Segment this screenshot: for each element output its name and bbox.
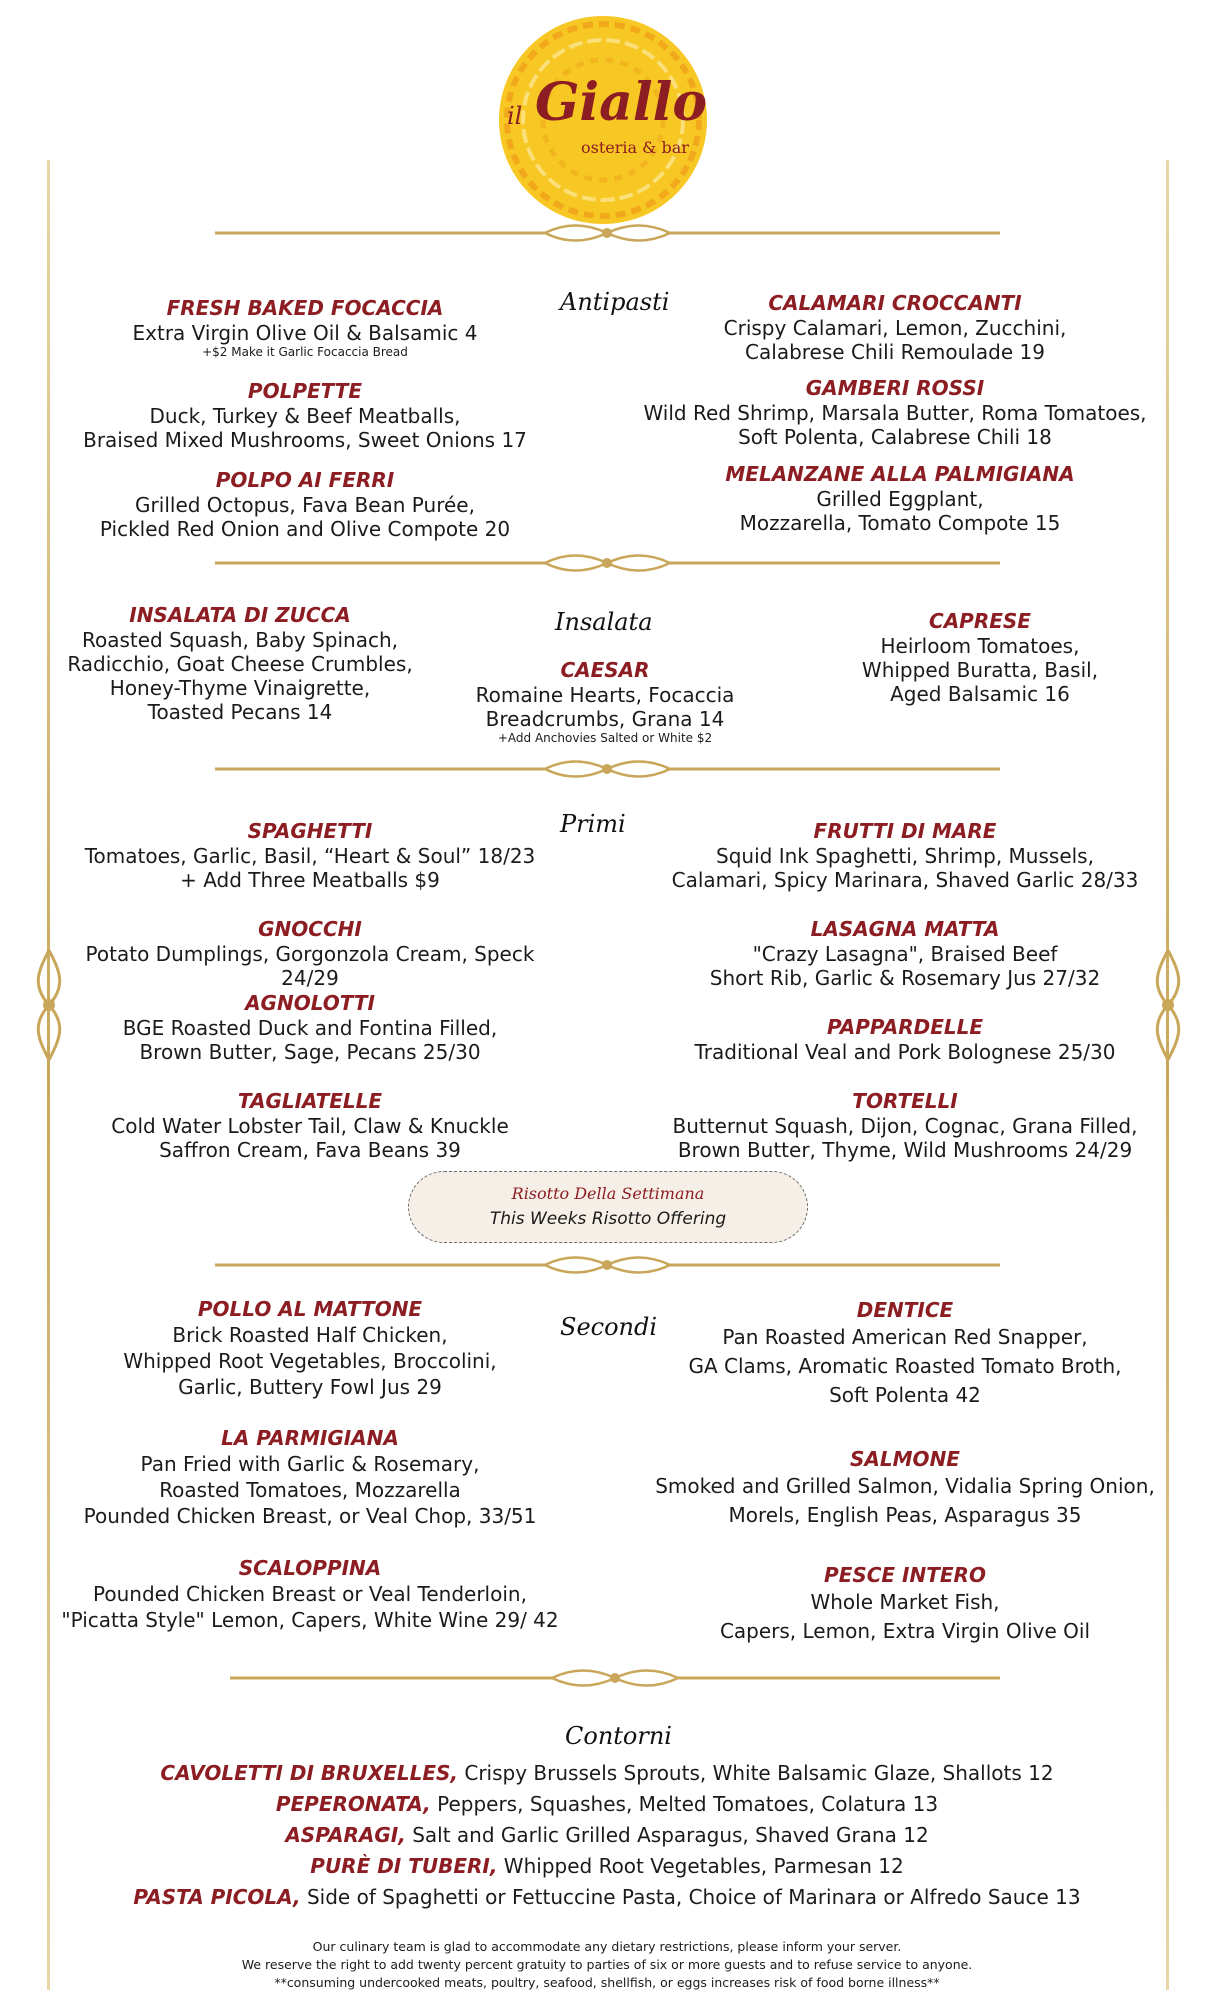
contorni-name: PEPERONATA, <box>275 1792 431 1816</box>
footer-line: **consuming undercooked meats, poultry, seafood, shellfish, or eggs increases risk of food borne illness** <box>274 1975 940 1990</box>
item-desc: Brown Butter, Thyme, Wild Mushrooms 24/29 <box>677 1138 1133 1162</box>
item-desc: "Picatta Style" Lemon, Capers, White Wine 29/ 42 <box>61 1608 559 1632</box>
item-desc: Radicchio, Goat Cheese Crumbles, <box>67 652 413 676</box>
item-name: TORTELLI <box>852 1089 958 1113</box>
item-name: POLPO AI FERRI <box>215 468 395 492</box>
menu-item-lasagna <box>680 916 1130 990</box>
contorni-name: PASTA PICOLA, <box>133 1885 301 1909</box>
item-desc: Soft Polenta, Calabrese Chili 18 <box>738 425 1052 449</box>
item-desc: Butternut Squash, Dijon, Cognac, Grana Filled, <box>672 1114 1138 1138</box>
footer-line: We reserve the right to add twenty percent gratuity to parties of six or more guests and to refuse service to anyone. <box>241 1957 973 1972</box>
menu-item-agnolotti <box>80 990 540 1064</box>
left-border-line <box>47 160 50 1990</box>
item-desc: Roasted Squash, Baby Spinach, <box>81 628 398 652</box>
item-desc: Traditional Veal and Pork Bolognese 25/30 <box>694 1040 1116 1064</box>
item-desc: Short Rib, Garlic & Rosemary Jus 27/32 <box>709 966 1101 990</box>
item-name: MELANZANE ALLA PALMIGIANA <box>725 462 1075 486</box>
item-name: AGNOLOTTI <box>245 991 375 1015</box>
contorni-desc: Salt and Garlic Grilled Asparagus, Shaved Grana 12 <box>405 1823 929 1847</box>
item-desc: Cold Water Lobster Tail, Claw & Knuckle <box>111 1114 509 1138</box>
menu-item-pollo <box>80 1296 540 1400</box>
item-desc: Aged Balsamic 16 <box>890 682 1070 706</box>
contorni-name: CAVOLETTI DI BRUXELLES, <box>160 1761 459 1785</box>
item-desc: Pan Fried with Garlic & Rosemary, <box>140 1452 480 1476</box>
divider-antipasti <box>215 548 1000 578</box>
contorni-item <box>0 1758 1214 1789</box>
item-name: PAPPARDELLE <box>826 1015 984 1039</box>
item-desc: Toasted Pecans 14 <box>147 700 333 724</box>
section-title-secondi: Secondi <box>560 1313 658 1341</box>
item-note: +$2 Make it Garlic Focaccia Bread <box>202 345 408 359</box>
item-desc: Whipped Root Vegetables, Broccolini, <box>123 1349 497 1373</box>
contorni-item <box>0 1789 1214 1820</box>
item-name: PESCE INTERO <box>824 1563 986 1587</box>
item-desc: Garlic, Buttery Fowl Jus 29 <box>178 1375 442 1399</box>
contorni-desc: Side of Spaghetti or Fettuccine Pasta, Choice of Marinara or Alfredo Sauce 13 <box>300 1885 1081 1909</box>
item-name: TAGLIATELLE <box>237 1089 383 1113</box>
item-desc: Romaine Hearts, Focaccia <box>475 683 735 707</box>
item-desc: Whipped Buratta, Basil, <box>861 658 1099 682</box>
item-name: CAESAR <box>560 658 650 682</box>
menu-item-focaccia <box>90 295 520 359</box>
section-title-antipasti: Antipasti <box>560 288 670 316</box>
menu-item-melanzane <box>680 461 1120 535</box>
item-desc: Grilled Eggplant, <box>816 487 984 511</box>
item-desc: Crispy Calamari, Lemon, Zucchini, <box>723 316 1067 340</box>
item-desc: Capers, Lemon, Extra Virgin Olive Oil <box>719 1619 1091 1643</box>
contorni-item <box>0 1851 1214 1882</box>
menu-item-gnocchi <box>60 916 560 990</box>
menu-item-gamberi <box>620 375 1170 449</box>
item-desc: Duck, Turkey & Beef Meatballs, <box>149 404 461 428</box>
item-desc: BGE Roasted Duck and Fontina Filled, <box>122 1016 498 1040</box>
contorni-name: ASPARAGI, <box>285 1823 406 1847</box>
item-desc: Wild Red Shrimp, Marsala Butter, Roma Tomatoes, <box>643 401 1147 425</box>
item-desc: Calabrese Chili Remoulade 19 <box>745 340 1045 364</box>
item-desc: Pickled Red Onion and Olive Compote 20 <box>99 517 511 541</box>
item-name: SALMONE <box>850 1447 960 1471</box>
item-desc: Grilled Octopus, Fava Bean Purée, <box>135 493 475 517</box>
item-desc: Brick Roasted Half Chicken, <box>172 1323 448 1347</box>
item-desc: Mozzarella, Tomato Compote 15 <box>739 511 1061 535</box>
menu-item-polpo <box>60 467 550 541</box>
menu-item-pesce <box>660 1562 1150 1646</box>
logo-il: il <box>507 102 523 130</box>
item-desc: Honey-Thyme Vinaigrette, <box>109 676 371 700</box>
item-name: LASAGNA MATTA <box>810 917 1000 941</box>
item-name: SCALOPPINA <box>238 1556 382 1580</box>
risotto-special-box <box>408 1171 808 1243</box>
menu-item-tortelli <box>650 1088 1160 1162</box>
item-desc: Pan Roasted American Red Snapper, <box>722 1325 1088 1349</box>
item-name: FRUTTI DI MARE <box>813 819 997 843</box>
item-desc: Breadcrumbs, Grana 14 <box>485 707 725 731</box>
item-desc: Potato Dumplings, Gorgonzola Cream, Speck 24/29 <box>85 942 535 990</box>
section-title-contorni: Contorni <box>565 1722 672 1750</box>
menu-item-caprese <box>820 608 1140 706</box>
item-desc: GA Clams, Aromatic Roasted Tomato Broth, <box>688 1354 1122 1378</box>
menu-item-scaloppina <box>60 1555 560 1633</box>
menu-item-pappardelle <box>680 1014 1130 1064</box>
item-desc: Soft Polenta 42 <box>829 1383 981 1407</box>
contorni-name: PURÈ DI TUBERI, <box>310 1854 498 1878</box>
item-name: CAPRESE <box>929 609 1031 633</box>
contorni-item <box>0 1882 1214 1913</box>
footer-line: Our culinary team is glad to accommodate any dietary restrictions, please inform your server. <box>312 1939 902 1954</box>
menu-item-polpette <box>60 378 550 452</box>
divider-top <box>215 218 1000 248</box>
menu-item-zucca <box>50 602 430 724</box>
footer-disclaimer <box>0 1938 1214 1992</box>
menu-item-tagliatelle <box>80 1088 540 1162</box>
menu-item-salmone <box>640 1446 1170 1530</box>
section-title-primi: Primi <box>560 810 626 838</box>
item-desc: Whole Market Fish, <box>810 1590 1000 1614</box>
menu-item-frutti-di-mare <box>650 818 1160 892</box>
logo-title: Giallo <box>535 72 708 133</box>
contorni-desc: Crispy Brussels Sprouts, White Balsamic Glaze, Shallots 12 <box>458 1761 1054 1785</box>
item-desc: + Add Three Meatballs $9 <box>180 868 440 892</box>
item-desc: Tomatoes, Garlic, Basil, “Heart & Soul” 18/23 <box>84 844 536 868</box>
item-desc: Heirloom Tomatoes, <box>880 634 1080 658</box>
item-name: INSALATA DI ZUCCA <box>129 603 351 627</box>
item-desc: Morels, English Peas, Asparagus 35 <box>728 1503 1082 1527</box>
item-name: DENTICE <box>856 1298 954 1322</box>
item-name: GAMBERI ROSSI <box>805 376 985 400</box>
logo <box>493 10 713 230</box>
menu-item-calamari <box>660 290 1130 364</box>
item-desc: Calamari, Spicy Marinara, Shaved Garlic 28/33 <box>671 868 1139 892</box>
menu-item-caesar <box>440 657 770 745</box>
menu-item-spaghetti <box>70 818 550 892</box>
section-title-insalata: Insalata <box>555 608 653 636</box>
item-desc: Squid Ink Spaghetti, Shrimp, Mussels, <box>716 844 1094 868</box>
item-desc: Braised Mixed Mushrooms, Sweet Onions 17 <box>83 428 527 452</box>
divider-insalata <box>215 754 1000 784</box>
item-name: GNOCCHI <box>258 917 362 941</box>
menu-item-dentice <box>660 1297 1150 1410</box>
risotto-title: Risotto Della Settimana <box>511 1184 705 1203</box>
item-name: POLLO AL MATTONE <box>197 1297 423 1321</box>
menu-item-parmigiana <box>70 1425 550 1529</box>
item-desc: Saffron Cream, Fava Beans 39 <box>159 1138 461 1162</box>
item-name: POLPETTE <box>247 379 363 403</box>
item-name: SPAGHETTI <box>247 819 373 843</box>
item-desc: Smoked and Grilled Salmon, Vidalia Spring Onion, <box>655 1474 1155 1498</box>
contorni-desc: Whipped Root Vegetables, Parmesan 12 <box>497 1854 904 1878</box>
item-desc: Pounded Chicken Breast or Veal Tenderloin, <box>93 1582 527 1606</box>
logo-subtitle: osteria & bar <box>581 138 689 157</box>
contorni-item <box>0 1820 1214 1851</box>
item-name: CALAMARI CROCCANTI <box>768 291 1022 315</box>
item-desc: Roasted Tomatoes, Mozzarella <box>159 1478 461 1502</box>
item-name: LA PARMIGIANA <box>221 1426 399 1450</box>
right-side-ornament <box>1148 950 1188 1060</box>
contorni-desc: Peppers, Squashes, Melted Tomatoes, Colatura 13 <box>430 1792 939 1816</box>
item-desc: Extra Virgin Olive Oil & Balsamic 4 <box>132 321 478 345</box>
divider-secondi <box>230 1663 1000 1693</box>
risotto-desc: This Weeks Risotto Offering <box>489 1209 727 1229</box>
item-desc: "Crazy Lasagna", Braised Beef <box>752 942 1058 966</box>
item-note: +Add Anchovies Salted or White $2 <box>497 731 713 745</box>
item-desc: Brown Butter, Sage, Pecans 25/30 <box>139 1040 481 1064</box>
divider-primi <box>215 1250 1000 1280</box>
item-name: FRESH BAKED FOCACCIA <box>166 296 444 320</box>
item-desc: Pounded Chicken Breast, or Veal Chop, 33/51 <box>83 1504 537 1528</box>
